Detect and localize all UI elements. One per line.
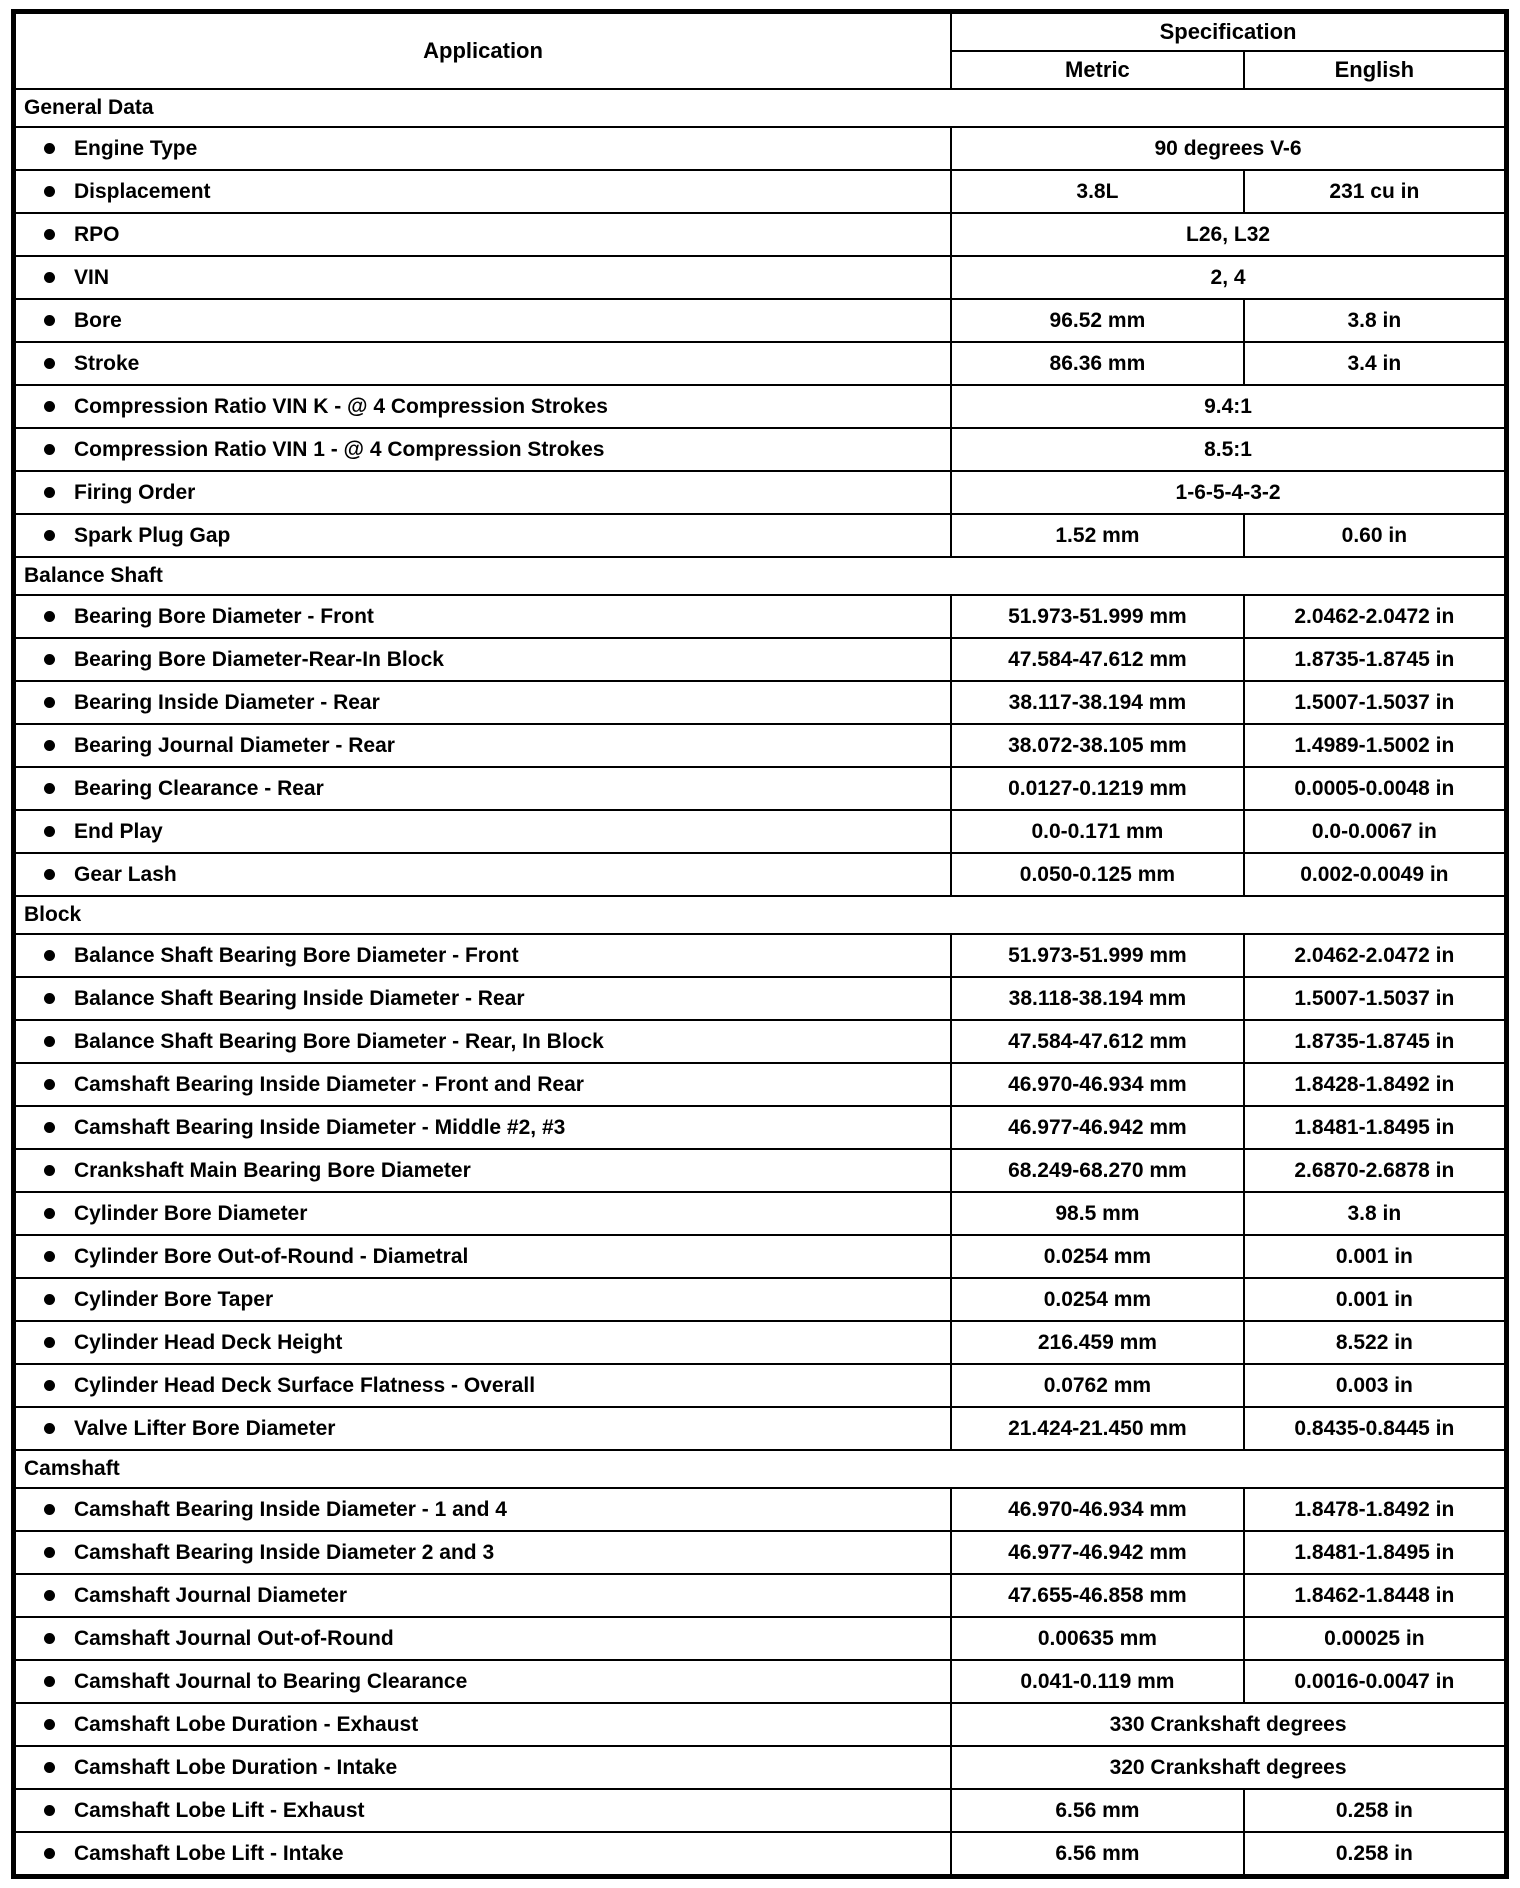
application-label: Camshaft Bearing Inside Diameter - Middle #2, #3 xyxy=(74,1115,566,1139)
english-value-cell: 3.8 in xyxy=(1244,299,1507,342)
english-value-cell: 231 cu in xyxy=(1244,170,1507,213)
application-label: Camshaft Lobe Lift - Exhaust xyxy=(74,1798,365,1822)
application-label: Cylinder Head Deck Surface Flatness - Overall xyxy=(74,1373,536,1397)
bullet-icon xyxy=(44,1590,55,1601)
application-cell xyxy=(14,1660,952,1703)
application-cell xyxy=(14,1321,952,1364)
bullet-icon xyxy=(44,869,55,880)
metric-value-cell: 0.0762 mm xyxy=(951,1364,1244,1407)
english-value-cell: 0.258 in xyxy=(1244,1832,1507,1877)
metric-value-cell: 0.050-0.125 mm xyxy=(951,853,1244,896)
section-title: Camshaft xyxy=(14,1450,1507,1488)
metric-value-cell: 98.5 mm xyxy=(951,1192,1244,1235)
spec-row xyxy=(14,681,1507,724)
metric-value-cell: 47.584-47.612 mm xyxy=(951,1020,1244,1063)
merged-spec-value-cell: 330 Crankshaft degrees xyxy=(951,1703,1506,1746)
section-header-row xyxy=(14,896,1507,934)
section-title: Balance Shaft xyxy=(14,557,1507,595)
spec-row xyxy=(14,853,1507,896)
merged-spec-value-cell: 320 Crankshaft degrees xyxy=(951,1746,1506,1789)
english-value-cell: 1.8481-1.8495 in xyxy=(1244,1531,1507,1574)
application-cell xyxy=(14,1832,952,1877)
spec-row xyxy=(14,342,1507,385)
bullet-icon xyxy=(44,1036,55,1047)
metric-value-cell: 216.459 mm xyxy=(951,1321,1244,1364)
spec-row xyxy=(14,471,1507,514)
spec-row xyxy=(14,1106,1507,1149)
application-label: Engine Type xyxy=(74,136,198,160)
engine-specifications-table xyxy=(11,9,1509,1879)
section-header-row xyxy=(14,557,1507,595)
spec-row xyxy=(14,1617,1507,1660)
english-value-cell: 0.8435-0.8445 in xyxy=(1244,1407,1507,1450)
application-cell xyxy=(14,1407,952,1450)
bullet-icon xyxy=(44,783,55,794)
application-label: RPO xyxy=(74,222,120,246)
application-cell xyxy=(14,724,952,767)
metric-value-cell: 21.424-21.450 mm xyxy=(951,1407,1244,1450)
metric-value-cell: 96.52 mm xyxy=(951,299,1244,342)
bullet-icon xyxy=(44,1762,55,1773)
application-header: Application xyxy=(14,12,952,90)
metric-value-cell: 0.0254 mm xyxy=(951,1235,1244,1278)
english-value-cell: 1.8428-1.8492 in xyxy=(1244,1063,1507,1106)
bullet-icon xyxy=(44,1504,55,1515)
bullet-icon xyxy=(44,1423,55,1434)
spec-row xyxy=(14,213,1507,256)
spec-row xyxy=(14,977,1507,1020)
application-cell xyxy=(14,299,952,342)
application-cell xyxy=(14,256,952,299)
english-value-cell: 1.8481-1.8495 in xyxy=(1244,1106,1507,1149)
spec-row xyxy=(14,1703,1507,1746)
application-cell xyxy=(14,1364,952,1407)
bullet-icon xyxy=(44,1165,55,1176)
section-header-row xyxy=(14,89,1507,127)
bullet-icon xyxy=(44,1380,55,1391)
application-label: Stroke xyxy=(74,351,140,375)
application-cell xyxy=(14,1531,952,1574)
metric-value-cell: 51.973-51.999 mm xyxy=(951,595,1244,638)
spec-row xyxy=(14,1407,1507,1450)
bullet-icon xyxy=(44,611,55,622)
application-cell xyxy=(14,638,952,681)
application-label: Camshaft Lobe Lift - Intake xyxy=(74,1841,344,1865)
application-cell xyxy=(14,1278,952,1321)
application-label: Camshaft Lobe Duration - Exhaust xyxy=(74,1712,419,1736)
application-label: Bearing Journal Diameter - Rear xyxy=(74,733,395,757)
english-value-cell: 0.002-0.0049 in xyxy=(1244,853,1507,896)
merged-spec-value-cell: 90 degrees V-6 xyxy=(951,127,1506,170)
spec-row xyxy=(14,1832,1507,1877)
metric-value-cell: 0.0-0.171 mm xyxy=(951,810,1244,853)
application-cell xyxy=(14,1063,952,1106)
application-cell xyxy=(14,428,952,471)
application-label: Crankshaft Main Bearing Bore Diameter xyxy=(74,1158,471,1182)
metric-value-cell: 0.00635 mm xyxy=(951,1617,1244,1660)
application-cell xyxy=(14,1789,952,1832)
application-cell xyxy=(14,213,952,256)
metric-value-cell: 47.655-46.858 mm xyxy=(951,1574,1244,1617)
metric-value-cell: 6.56 mm xyxy=(951,1832,1244,1877)
application-cell xyxy=(14,810,952,853)
metric-value-cell: 38.072-38.105 mm xyxy=(951,724,1244,767)
spec-row xyxy=(14,385,1507,428)
application-label: Camshaft Lobe Duration - Intake xyxy=(74,1755,398,1779)
spec-row xyxy=(14,1278,1507,1321)
bullet-icon xyxy=(44,315,55,326)
application-cell xyxy=(14,1703,952,1746)
bullet-icon xyxy=(44,1676,55,1687)
application-cell xyxy=(14,1106,952,1149)
table-header xyxy=(14,12,1507,90)
english-value-cell: 0.258 in xyxy=(1244,1789,1507,1832)
metric-value-cell: 47.584-47.612 mm xyxy=(951,638,1244,681)
spec-row xyxy=(14,1531,1507,1574)
english-value-cell: 1.4989-1.5002 in xyxy=(1244,724,1507,767)
bullet-icon xyxy=(44,1208,55,1219)
application-cell xyxy=(14,127,952,170)
application-cell xyxy=(14,1192,952,1235)
application-cell xyxy=(14,595,952,638)
application-label: End Play xyxy=(74,819,163,843)
bullet-icon xyxy=(44,993,55,1004)
english-value-cell: 0.60 in xyxy=(1244,514,1507,557)
bullet-icon xyxy=(44,444,55,455)
english-value-cell: 1.8462-1.8448 in xyxy=(1244,1574,1507,1617)
section-header-row xyxy=(14,1450,1507,1488)
application-cell xyxy=(14,342,952,385)
metric-value-cell: 0.0127-0.1219 mm xyxy=(951,767,1244,810)
application-cell xyxy=(14,514,952,557)
bullet-icon xyxy=(44,530,55,541)
metric-value-cell: 46.970-46.934 mm xyxy=(951,1063,1244,1106)
english-value-cell: 1.8735-1.8745 in xyxy=(1244,638,1507,681)
bullet-icon xyxy=(44,740,55,751)
english-value-cell: 2.6870-2.6878 in xyxy=(1244,1149,1507,1192)
application-label: Camshaft Bearing Inside Diameter - Front and Rear xyxy=(74,1072,584,1096)
section-title: Block xyxy=(14,896,1507,934)
bullet-icon xyxy=(44,1547,55,1558)
english-value-cell: 0.001 in xyxy=(1244,1278,1507,1321)
spec-row xyxy=(14,428,1507,471)
english-value-cell: 2.0462-2.0472 in xyxy=(1244,595,1507,638)
application-cell xyxy=(14,170,952,213)
application-label: Bearing Bore Diameter-Rear-In Block xyxy=(74,647,444,671)
bullet-icon xyxy=(44,1848,55,1859)
application-label: Spark Plug Gap xyxy=(74,523,231,547)
metric-header: Metric xyxy=(951,51,1244,89)
spec-row xyxy=(14,1321,1507,1364)
application-cell xyxy=(14,1235,952,1278)
merged-spec-value-cell: 9.4:1 xyxy=(951,385,1506,428)
merged-spec-value-cell: 2, 4 xyxy=(951,256,1506,299)
application-label: Bearing Clearance - Rear xyxy=(74,776,324,800)
english-value-cell: 1.5007-1.5037 in xyxy=(1244,977,1507,1020)
metric-value-cell: 0.041-0.119 mm xyxy=(951,1660,1244,1703)
application-label: Camshaft Bearing Inside Diameter 2 and 3 xyxy=(74,1540,495,1564)
application-label: Displacement xyxy=(74,179,211,203)
english-value-cell: 0.0016-0.0047 in xyxy=(1244,1660,1507,1703)
application-label: Gear Lash xyxy=(74,862,177,886)
application-cell xyxy=(14,853,952,896)
application-cell xyxy=(14,1020,952,1063)
bullet-icon xyxy=(44,1122,55,1133)
application-label: Bearing Inside Diameter - Rear xyxy=(74,690,380,714)
english-header: English xyxy=(1244,51,1507,89)
application-cell xyxy=(14,1574,952,1617)
spec-row xyxy=(14,1020,1507,1063)
application-cell xyxy=(14,681,952,724)
spec-table-body xyxy=(14,89,1507,1877)
metric-value-cell: 51.973-51.999 mm xyxy=(951,934,1244,977)
bullet-icon xyxy=(44,1079,55,1090)
application-label: Firing Order xyxy=(74,480,196,504)
application-label: Balance Shaft Bearing Inside Diameter - Rear xyxy=(74,986,525,1010)
spec-row xyxy=(14,299,1507,342)
english-value-cell: 3.8 in xyxy=(1244,1192,1507,1235)
spec-row xyxy=(14,1063,1507,1106)
application-label: Balance Shaft Bearing Bore Diameter - Front xyxy=(74,943,519,967)
application-cell xyxy=(14,1149,952,1192)
metric-value-cell: 38.117-38.194 mm xyxy=(951,681,1244,724)
section-title: General Data xyxy=(14,89,1507,127)
spec-row xyxy=(14,595,1507,638)
spec-row xyxy=(14,1235,1507,1278)
bullet-icon xyxy=(44,401,55,412)
application-label: Compression Ratio VIN 1 - @ 4 Compression Strokes xyxy=(74,437,605,461)
bullet-icon xyxy=(44,229,55,240)
application-cell xyxy=(14,1746,952,1789)
application-cell xyxy=(14,934,952,977)
english-value-cell: 0.0005-0.0048 in xyxy=(1244,767,1507,810)
metric-value-cell: 6.56 mm xyxy=(951,1789,1244,1832)
bullet-icon xyxy=(44,950,55,961)
english-value-cell: 0.0-0.0067 in xyxy=(1244,810,1507,853)
application-label: VIN xyxy=(74,265,110,289)
bullet-icon xyxy=(44,186,55,197)
metric-value-cell: 3.8L xyxy=(951,170,1244,213)
bullet-icon xyxy=(44,487,55,498)
bullet-icon xyxy=(44,1251,55,1262)
english-value-cell: 8.522 in xyxy=(1244,1321,1507,1364)
english-value-cell: 1.8735-1.8745 in xyxy=(1244,1020,1507,1063)
metric-value-cell: 46.977-46.942 mm xyxy=(951,1106,1244,1149)
bullet-icon xyxy=(44,1719,55,1730)
application-label: Cylinder Head Deck Height xyxy=(74,1330,343,1354)
application-label: Compression Ratio VIN K - @ 4 Compression Strokes xyxy=(74,394,608,418)
application-cell xyxy=(14,385,952,428)
application-cell xyxy=(14,1617,952,1660)
spec-row xyxy=(14,256,1507,299)
spec-row xyxy=(14,1574,1507,1617)
metric-value-cell: 46.970-46.934 mm xyxy=(951,1488,1244,1531)
metric-value-cell: 0.0254 mm xyxy=(951,1278,1244,1321)
spec-row xyxy=(14,1746,1507,1789)
english-value-cell: 0.003 in xyxy=(1244,1364,1507,1407)
bullet-icon xyxy=(44,1337,55,1348)
spec-row xyxy=(14,638,1507,681)
spec-row xyxy=(14,514,1507,557)
application-label: Bearing Bore Diameter - Front xyxy=(74,604,374,628)
application-label: Cylinder Bore Diameter xyxy=(74,1201,308,1225)
application-label: Bore xyxy=(74,308,122,332)
application-label: Balance Shaft Bearing Bore Diameter - Rear, In Block xyxy=(74,1029,604,1053)
bullet-icon xyxy=(44,272,55,283)
bullet-icon xyxy=(44,1805,55,1816)
metric-value-cell: 38.118-38.194 mm xyxy=(951,977,1244,1020)
metric-value-cell: 68.249-68.270 mm xyxy=(951,1149,1244,1192)
spec-row xyxy=(14,724,1507,767)
application-label: Camshaft Journal to Bearing Clearance xyxy=(74,1669,468,1693)
application-cell xyxy=(14,767,952,810)
metric-value-cell: 1.52 mm xyxy=(951,514,1244,557)
merged-spec-value-cell: L26, L32 xyxy=(951,213,1506,256)
application-label: Valve Lifter Bore Diameter xyxy=(74,1416,336,1440)
bullet-icon xyxy=(44,1294,55,1305)
specification-header: Specification xyxy=(951,12,1506,52)
spec-row xyxy=(14,170,1507,213)
bullet-icon xyxy=(44,1633,55,1644)
application-cell xyxy=(14,977,952,1020)
application-label: Camshaft Journal Diameter xyxy=(74,1583,348,1607)
bullet-icon xyxy=(44,358,55,369)
english-value-cell: 1.5007-1.5037 in xyxy=(1244,681,1507,724)
english-value-cell: 0.001 in xyxy=(1244,1235,1507,1278)
spec-row xyxy=(14,934,1507,977)
spec-row xyxy=(14,1789,1507,1832)
spec-row xyxy=(14,127,1507,170)
spec-row xyxy=(14,1364,1507,1407)
spec-row xyxy=(14,767,1507,810)
header-row-1 xyxy=(14,12,1507,52)
english-value-cell: 1.8478-1.8492 in xyxy=(1244,1488,1507,1531)
application-label: Camshaft Bearing Inside Diameter - 1 and 4 xyxy=(74,1497,507,1521)
application-label: Camshaft Journal Out-of-Round xyxy=(74,1626,394,1650)
spec-row xyxy=(14,1149,1507,1192)
english-value-cell: 0.00025 in xyxy=(1244,1617,1507,1660)
application-cell xyxy=(14,1488,952,1531)
bullet-icon xyxy=(44,654,55,665)
bullet-icon xyxy=(44,697,55,708)
bullet-icon xyxy=(44,143,55,154)
spec-row xyxy=(14,810,1507,853)
metric-value-cell: 46.977-46.942 mm xyxy=(951,1531,1244,1574)
application-label: Cylinder Bore Out-of-Round - Diametral xyxy=(74,1244,469,1268)
bullet-icon xyxy=(44,826,55,837)
spec-row xyxy=(14,1488,1507,1531)
english-value-cell: 2.0462-2.0472 in xyxy=(1244,934,1507,977)
spec-row xyxy=(14,1192,1507,1235)
spec-row xyxy=(14,1660,1507,1703)
application-label: Cylinder Bore Taper xyxy=(74,1287,274,1311)
merged-spec-value-cell: 1-6-5-4-3-2 xyxy=(951,471,1506,514)
merged-spec-value-cell: 8.5:1 xyxy=(951,428,1506,471)
metric-value-cell: 86.36 mm xyxy=(951,342,1244,385)
english-value-cell: 3.4 in xyxy=(1244,342,1507,385)
application-cell xyxy=(14,471,952,514)
